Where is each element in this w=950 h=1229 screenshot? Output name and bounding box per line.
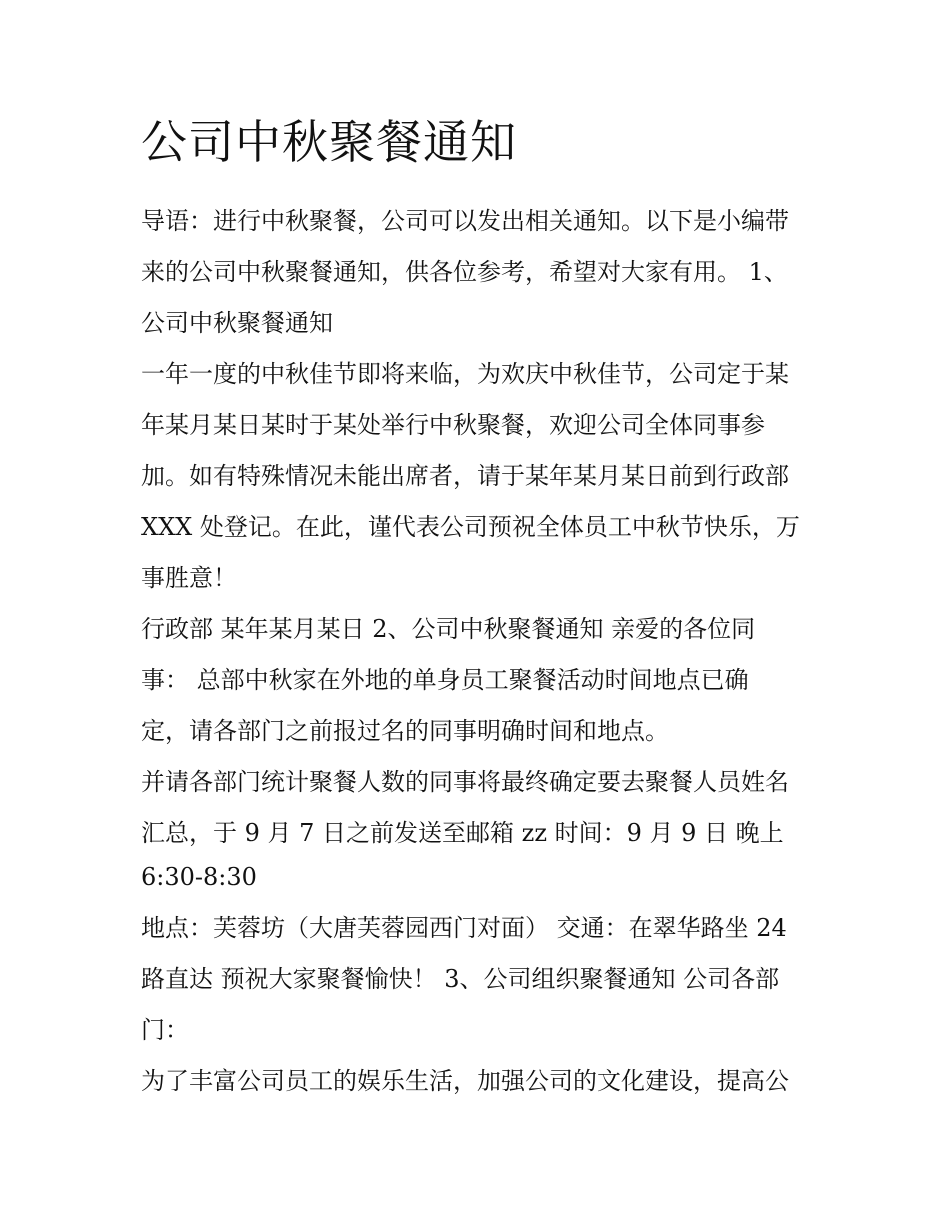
body-line: 年某月某日某时于某处举行中秋聚餐，欢迎公司全体同事参	[141, 411, 765, 439]
body-line: 行政部 某年某月某日 2、公司中秋聚餐通知 亲爱的各位同	[141, 615, 756, 643]
body-line: 来的公司中秋聚餐通知，供各位参考，希望对大家有用。 1、	[141, 258, 788, 286]
body-line: 公司中秋聚餐通知	[141, 309, 333, 337]
body-line: 事： 总部中秋家在外地的单身员工聚餐活动时间地点已确	[141, 666, 749, 694]
body-line: 门：	[141, 1016, 189, 1044]
body-line: 为了丰富公司员工的娱乐生活，加强公司的文化建设，提高公	[141, 1067, 789, 1095]
body-line: 6:30-8:30	[141, 863, 257, 891]
body-line: 事胜意！	[141, 564, 237, 592]
body-line: 汇总，于 9 月 7 日之前发送至邮箱 zz 时间：9 月 9 日 晚上	[141, 819, 784, 847]
body-line: 路直达 预祝大家聚餐愉快！ 3、公司组织聚餐通知 公司各部	[141, 965, 780, 993]
body-line: XXX 处登记。在此，谨代表公司预祝全体员工中秋节快乐，万	[141, 513, 800, 541]
body-line: 地点：芙蓉坊（大唐芙蓉园西门对面） 交通：在翠华路坐 24	[141, 914, 787, 942]
document-title: 公司中秋聚餐通知	[141, 115, 517, 169]
body-line: 一年一度的中秋佳节即将来临，为欢庆中秋佳节，公司定于某	[141, 360, 789, 388]
body-line: 加。如有特殊情况未能出席者，请于某年某月某日前到行政部	[141, 462, 789, 490]
body-line: 定，请各部门之前报过名的同事明确时间和地点。	[141, 717, 669, 745]
body-line: 导语：进行中秋聚餐，公司可以发出相关通知。以下是小编带	[141, 207, 789, 235]
body-line: 并请各部门统计聚餐人数的同事将最终确定要去聚餐人员姓名	[141, 768, 789, 796]
